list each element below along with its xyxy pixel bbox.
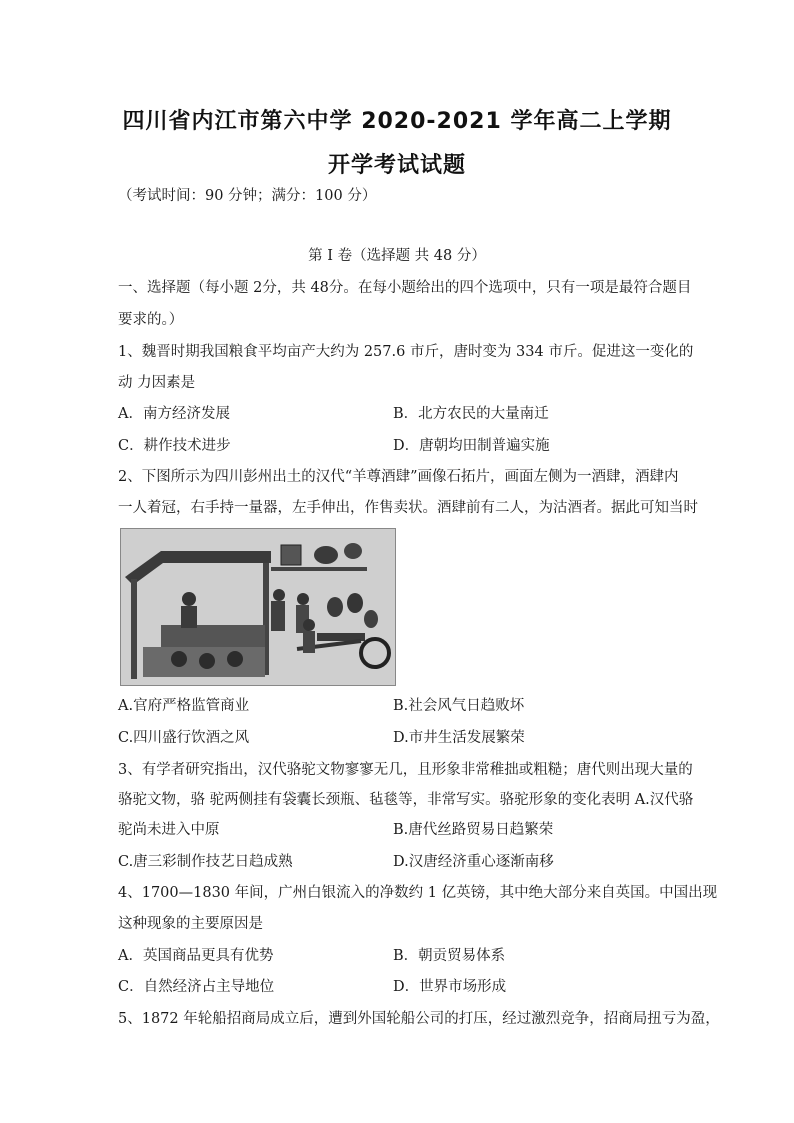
instructions-line-2: 要求的。）	[118, 312, 184, 328]
exam-info: （考试时间：90 分钟；满分：100 分）	[118, 188, 377, 204]
q3-option-b: B.唐代丝路贸易日趋繁荣	[393, 822, 554, 838]
q4-stem-line-1: 4、1700—1830 年间，广州白银流入的净数约 1 亿英镑，其中绝大部分来自英国。中国出现	[118, 885, 718, 901]
q2-option-a: A.官府严格监管商业	[118, 698, 250, 714]
exam-title-line2: 开学考试试题	[327, 153, 466, 178]
q4-option-d: D．世界市场形成	[393, 979, 507, 995]
q2-option-b: B.社会风气日趋败坏	[393, 698, 525, 714]
q2-option-c: C.四川盛行饮酒之风	[118, 730, 250, 746]
q1-stem-line-1: 1、魏晋时期我国粮食平均亩产大约为 257.6 市斤，唐时变为 334 市斤。促进这一变化的	[118, 344, 694, 360]
q1-option-b: B．北方农民的大量南迁	[393, 406, 549, 422]
q1-option-d: D．唐朝均田制普遍实施	[393, 438, 550, 454]
exam-title-line1: 四川省内江市第六中学 2020-2021 学年高二上学期	[122, 109, 672, 134]
q4-option-a: A．英国商品更具有优势	[118, 948, 274, 964]
tavern-rubbing-image	[120, 528, 396, 686]
q4-option-b: B．朝贡贸易体系	[393, 948, 506, 964]
q1-stem-line-2: 动 力因素是	[118, 375, 196, 391]
q3-option-d: D.汉唐经济重心逐渐南移	[393, 854, 554, 870]
q2-option-d: D.市井生活发展繁荣	[393, 730, 525, 746]
q3-option-c: C.唐三彩制作技艺日趋成熟	[118, 854, 293, 870]
q2-stem-line-2: 一人着冠，右手持一量器，左手伸出，作售卖状。酒肆前有二人，为沽酒者。据此可知当时	[118, 500, 698, 516]
q3-stem-line-3: 驼尚未进入中原	[118, 822, 220, 838]
q4-option-c: C．自然经济占主导地位	[118, 979, 275, 995]
instructions-line-1: 一、选择题（每小题 2分，共 48分。在每小题给出的四个选项中，只有一项是最符合题目	[118, 280, 692, 296]
q5-stem-line-1: 5、1872 年轮船招商局成立后，遭到外国轮船公司的打压，经过激烈竞争，招商局扭亏为盈，	[118, 1011, 720, 1027]
section-header: 第 I 卷（选择题 共 48 分）	[308, 248, 486, 264]
q3-stem-line-2: 骆驼文物，骆 驼两侧挂有袋囊长颈瓶、毡毯等，非常写实。骆驼形象的变化表明 A.汉代骆	[118, 792, 694, 808]
q1-option-a: A．南方经济发展	[118, 406, 230, 422]
q1-option-c: C．耕作技术进步	[118, 438, 231, 454]
tavern-rubbing-drawing	[121, 529, 395, 685]
q3-stem-line-1: 3、有学者研究指出，汉代骆驼文物寥寥无几，且形象非常稚拙或粗糙；唐代则出现大量的	[118, 762, 693, 778]
q4-stem-line-2: 这种现象的主要原因是	[118, 916, 263, 932]
q2-stem-line-1: 2、下图所示为四川彭州出土的汉代“羊尊酒肆”画像石拓片，画面左侧为一酒肆，酒肆内	[118, 469, 679, 485]
